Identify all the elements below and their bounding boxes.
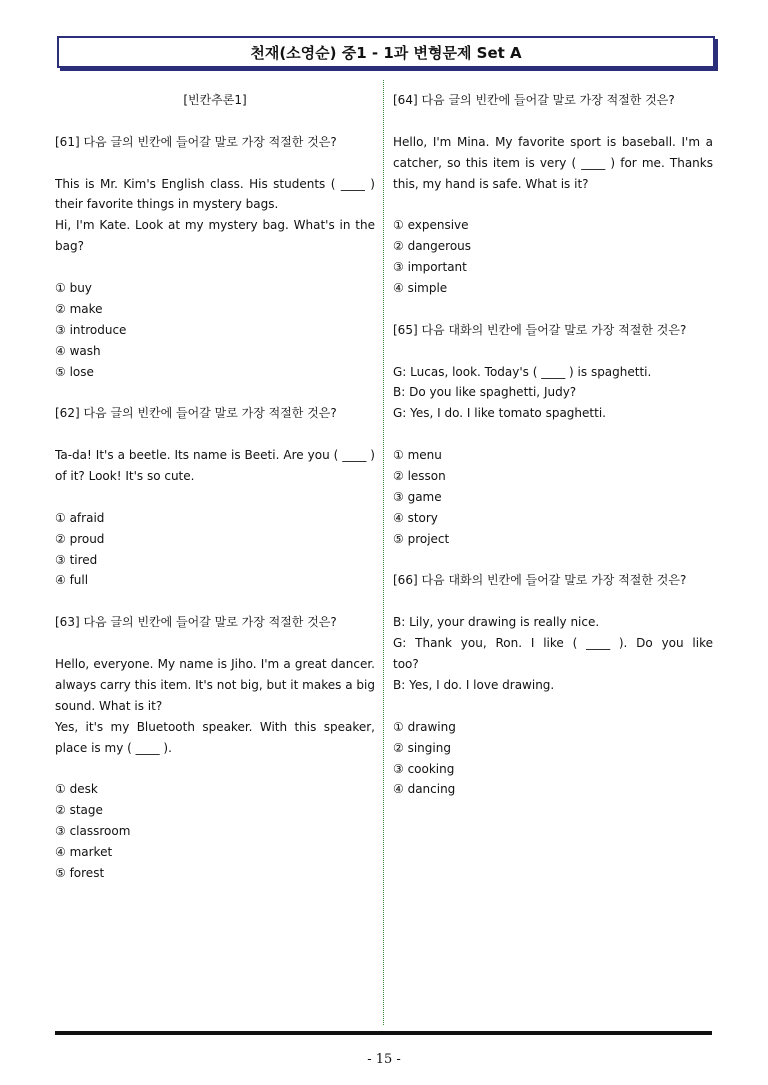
passage-line: This is Mr. Kim's English class. His students ( ____ )	[55, 176, 375, 191]
spacer	[393, 341, 713, 362]
spacer	[55, 257, 375, 278]
passage-line: their favorite things in mystery bags.	[55, 197, 279, 212]
dialogue-line: G: Lucas, look. Today's ( ____ ) is spaghetti.	[393, 364, 652, 379]
passage-line: sound. What is it?	[55, 698, 163, 713]
spacer	[55, 111, 375, 132]
left-column	[55, 90, 375, 884]
option: ② lesson	[393, 469, 446, 484]
spacer	[55, 591, 375, 612]
option: ⑤ forest	[55, 865, 105, 880]
option: ③ important	[393, 260, 467, 275]
spacer	[393, 299, 713, 320]
option: ① expensive	[393, 218, 469, 233]
question-63: [63] 다음 글의 빈칸에 들어갈 말로 가장 적절한 것은?	[55, 615, 337, 630]
passage-line: place is my ( ____ ).	[55, 740, 172, 755]
option: ③ classroom	[55, 824, 131, 839]
passage-line: of it? Look! It's so cute.	[55, 469, 195, 484]
option: ④ full	[55, 573, 89, 588]
page-title-box	[57, 36, 715, 68]
dialogue-line: G: Thank you, Ron. I like ( ____ ). Do you like	[393, 636, 713, 651]
spacer	[55, 487, 375, 508]
spacer	[393, 194, 713, 215]
option: ② make	[55, 301, 103, 316]
spacer	[393, 591, 713, 612]
option: ② stage	[55, 803, 103, 818]
option: ③ game	[393, 489, 442, 504]
option: ⑤ project	[393, 531, 450, 546]
passage-line: Ta-da! It's a beetle. Its name is Beeti. Are you ( ____ )	[55, 448, 375, 463]
right-column	[393, 90, 713, 800]
passage-line: Hello, I'm Mina. My favorite sport is baseball. I'm a	[393, 134, 713, 149]
spacer	[55, 153, 375, 174]
option: ⑤ lose	[55, 364, 94, 379]
question-66: [66] 다음 대화의 빈칸에 들어갈 말로 가장 적절한 것은?	[393, 573, 687, 588]
option: ④ market	[55, 845, 113, 860]
question-62: [62] 다음 글의 빈칸에 들어갈 말로 가장 적절한 것은?	[55, 406, 337, 421]
option: ③ introduce	[55, 322, 127, 337]
spacer	[55, 382, 375, 403]
dialogue-line: B: Yes, I do. I love drawing.	[393, 677, 555, 692]
dialogue-line: B: Lily, your drawing is really nice.	[393, 615, 600, 630]
passage-line: Yes, it's my Bluetooth speaker. With this speaker,	[55, 719, 375, 734]
option: ① desk	[55, 782, 98, 797]
option: ① afraid	[55, 510, 105, 525]
option: ① menu	[393, 448, 442, 463]
spacer	[393, 550, 713, 571]
spacer	[55, 633, 375, 654]
question-61: [61] 다음 글의 빈칸에 들어갈 말로 가장 적절한 것은?	[55, 134, 337, 149]
passage-line: always carry this item. It's not big, but it makes a big	[55, 677, 375, 692]
passage-line: this, my hand is safe. What is it?	[393, 176, 589, 191]
option: ① drawing	[393, 719, 456, 734]
passage-line: Hi, I'm Kate. Look at my mystery bag. What's in the	[55, 218, 375, 233]
page-title: 천재(소영순) 중1 - 1과 변형문제 Set A	[250, 43, 522, 62]
option: ③ tired	[55, 552, 98, 567]
option: ② dangerous	[393, 239, 472, 254]
dialogue-line: B: Do you like spaghetti, Judy?	[393, 385, 577, 400]
option: ④ dancing	[393, 782, 456, 797]
option: ② singing	[393, 740, 451, 755]
passage-line: Hello, everyone. My name is Jiho. I'm a great dancer.	[55, 657, 375, 672]
passage-line: catcher, so this item is very ( ____ ) for me. Thanks	[393, 155, 713, 170]
question-65: [65] 다음 대화의 빈칸에 들어갈 말로 가장 적절한 것은?	[393, 322, 687, 337]
passage-line: bag?	[55, 239, 84, 254]
option: ② proud	[55, 531, 105, 546]
page-number: - 15 -	[367, 1052, 401, 1067]
option: ④ wash	[55, 343, 101, 358]
spacer	[55, 759, 375, 780]
option: ③ cooking	[393, 761, 455, 776]
dialogue-line: G: Yes, I do. I like tomato spaghetti.	[393, 406, 606, 421]
option: ④ story	[393, 510, 438, 525]
dialogue-line: too?	[393, 657, 419, 672]
spacer	[55, 424, 375, 445]
option: ① buy	[55, 281, 92, 296]
section-label: [빈칸추론1]	[183, 93, 247, 107]
question-64: [64] 다음 글의 빈칸에 들어갈 말로 가장 적절한 것은?	[393, 93, 675, 107]
option: ④ simple	[393, 281, 448, 296]
spacer	[393, 111, 713, 132]
column-divider	[383, 80, 384, 1025]
spacer	[393, 424, 713, 445]
spacer	[393, 696, 713, 717]
footer-rule	[55, 1031, 712, 1035]
